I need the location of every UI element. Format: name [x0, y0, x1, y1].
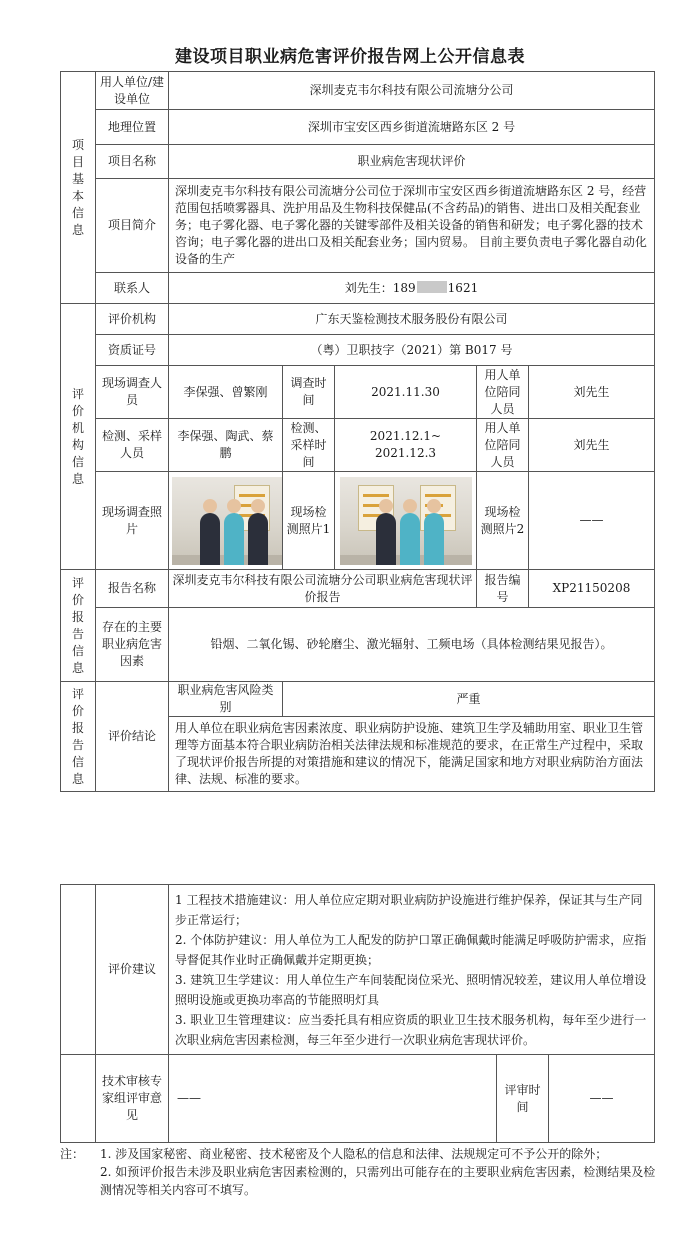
suggestion-list: [169, 885, 655, 1055]
suggestion-item: 1 工程技术措施建议：用人单位应定期对职业病防护设施进行维护保养，保证其与生产同步正常运行；: [175, 892, 643, 927]
survey-staff-label: 现场调查人员: [96, 366, 169, 419]
review-label: 技术审核专家组评审意见: [96, 1055, 169, 1143]
suggestion-item: 3. 建筑卫生学建议：用人单位生产车间装配岗位采光、照明情况较差，建议用人单位增设照明设施或更换功率高的节能照明灯具: [175, 972, 647, 1007]
survey-staff-value: 李保强、曾繁刚: [169, 366, 283, 419]
review-time-value: ——: [549, 1055, 655, 1143]
employer-value: 深圳麦克韦尔科技有限公司流塘分公司: [169, 72, 655, 110]
masked-digits: [417, 281, 447, 293]
test-photo2-label: 现场检测照片2: [477, 472, 529, 570]
risk-value: 严重: [283, 682, 655, 717]
test-photo2-value: ——: [529, 472, 655, 570]
info-table: [60, 71, 655, 792]
review-left-blank: [61, 1055, 96, 1143]
sampling-time-end: 2021.12.3: [374, 446, 437, 460]
conclusion-label: 评价结论: [96, 682, 169, 792]
review-time-label: 评审时间: [497, 1055, 549, 1143]
employer-label: 用人单位/建设单位: [96, 72, 169, 110]
contact-value: [169, 273, 655, 304]
cert-label: 资质证号: [96, 335, 169, 366]
report-name-value: 深圳麦克韦尔科技有限公司流塘分公司职业病危害现状评价报告: [169, 570, 477, 608]
sampling-time-start: 2021.12.1~: [369, 429, 442, 443]
report-name-label: 报告名称: [96, 570, 169, 608]
contact-phone-suffix: 1621: [447, 280, 479, 295]
conclusion-value: 用人单位在职业病危害因素浓度、职业病防护设施、建筑卫生学及辅助用室、职业卫生管理等方面基本符合职业病防治相关法律法规和标准规范的要求，在正常生产过程中，采取了现状评价报告所提的对策措施和建议的情况下，能满足国家和地方对职业病防治方面法律、法规、标准的要求。: [169, 717, 655, 792]
accompany-value-2: 刘先生: [529, 419, 655, 472]
location-label: 地理位置: [96, 110, 169, 145]
survey-photo: [172, 477, 283, 565]
notes: [60, 1145, 660, 1199]
survey-photo-cell: [169, 472, 283, 570]
location-value: 深圳市宝安区西乡街道流塘路东区 2 号: [169, 110, 655, 145]
survey-photo-label: 现场调查照片: [96, 472, 169, 570]
survey-time-value: 2021.11.30: [335, 366, 477, 419]
project-name-value: 职业病危害现状评价: [169, 145, 655, 179]
summary-value: 深圳麦克韦尔科技有限公司流塘分公司位于深圳市宝安区西乡街道流塘路东区 2 号，经营范围包括喷雾器具、洗护用品及生物科技保健品(不含药品)的销售、进出口及相关配套业务；电子雾化器、电子雾化器的关键零部件及相关设备的销售和研发；电子雾化器的技术咨询；电子雾化器的进出口及相关配套业务；国内贸易。 目前主要负责电子雾化器自动化设备的生产: [169, 179, 655, 273]
test-photo-1: [340, 477, 472, 565]
test-photo1-cell: [335, 472, 477, 570]
report-no-value: XP21150208: [529, 570, 655, 608]
note-item: 2. 如预评价报告未涉及职业病危害因素检测的，只需列出可能存在的主要职业病危害因素，检测结果及检测情况等相关内容可不填写。: [100, 1165, 656, 1197]
risk-label: 职业病危害风险类别: [169, 682, 283, 717]
org-value: 广东天鉴检测技术服务股份有限公司: [169, 304, 655, 335]
sampling-time-label: 检测、采样时间: [283, 419, 335, 472]
sampling-time-value: [335, 419, 477, 472]
suggestion-table: [60, 884, 655, 1143]
accompany-label-1: 用人单位陪同人员: [477, 366, 529, 419]
accompany-label-2: 用人单位陪同人员: [477, 419, 529, 472]
cert-value: （粤）卫职技字（2021）第 B017 号: [169, 335, 655, 366]
sampling-staff-value: 李保强、陶武、蔡鹏: [169, 419, 283, 472]
page-title: 建设项目职业病危害评价报告网上公开信息表: [175, 47, 525, 67]
sampling-staff-label: 检测、采样人员: [96, 419, 169, 472]
section-report-info: 评价报告信息: [61, 570, 96, 682]
project-name-label: 项目名称: [96, 145, 169, 179]
note-item: 1. 涉及国家秘密、商业秘密、技术秘密及个人隐私的信息和法律、法规规定可不予公开的除外；: [100, 1147, 608, 1161]
suggestion-item: 2. 个体防护建议：用人单位为工人配发的防护口罩正确佩戴时能满足呼吸防护需求，应指导督促其作业时正确佩戴并定期更换；: [175, 932, 647, 967]
section-project-info: 项目基本信息: [61, 72, 96, 304]
hazards-label: 存在的主要职业病危害因素: [96, 608, 169, 682]
accompany-value-1: 刘先生: [529, 366, 655, 419]
hazards-value: 铅烟、二氧化锡、砂轮磨尘、激光辐射、工频电场（具体检测结果见报告）。: [169, 608, 655, 682]
suggestion-label: 评价建议: [96, 885, 169, 1055]
contact-phone-prefix: 刘先生：189: [344, 280, 416, 295]
section-org-info: 评价机构信息: [61, 304, 96, 570]
test-photo1-label: 现场检测照片1: [283, 472, 335, 570]
suggestion-left-blank: [61, 885, 96, 1055]
review-value: ——: [169, 1055, 497, 1143]
notes-label: 注：: [60, 1147, 85, 1161]
survey-time-label: 调查时间: [283, 366, 335, 419]
summary-label: 项目简介: [96, 179, 169, 273]
section-conclusion-info: 评价报告信息: [61, 682, 96, 792]
org-label: 评价机构: [96, 304, 169, 335]
contact-label: 联系人: [96, 273, 169, 304]
suggestion-item: 3. 职业卫生管理建议：应当委托具有相应资质的职业卫生技术服务机构，每年至少进行一次职业病危害因素检测，每三年至少进行一次职业病危害现状评价。: [175, 1012, 647, 1047]
report-no-label: 报告编号: [477, 570, 529, 608]
